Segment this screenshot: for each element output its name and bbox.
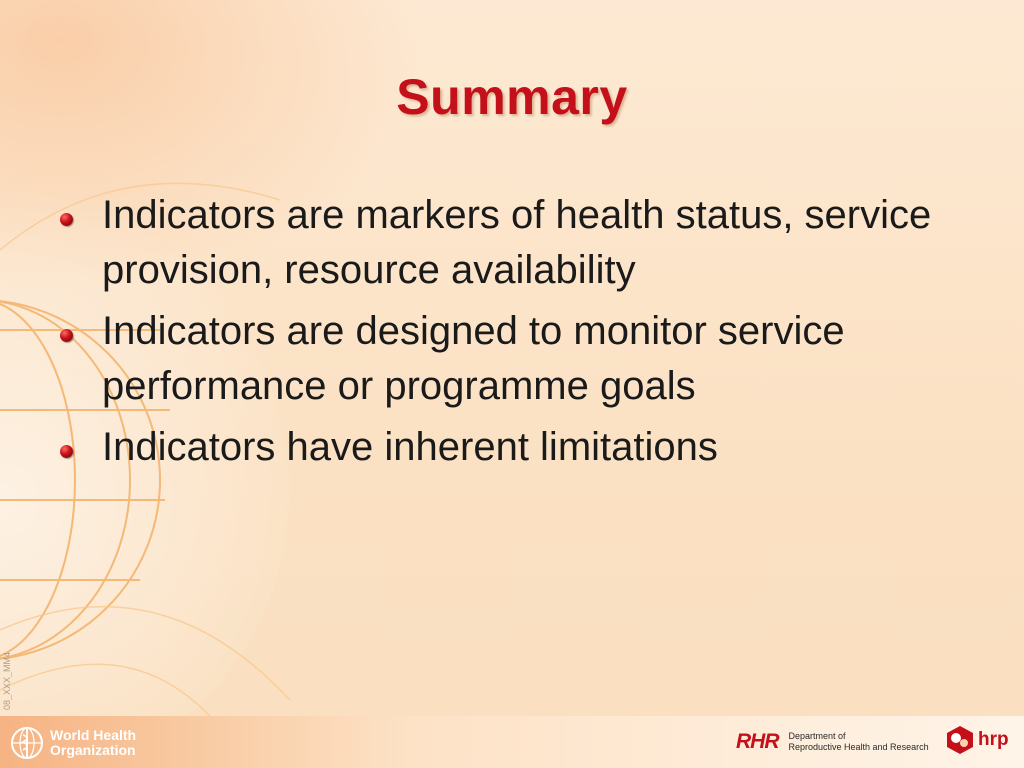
hrp-logo bbox=[944, 724, 1009, 756]
list-item bbox=[60, 304, 980, 414]
footer bbox=[0, 716, 1024, 768]
rhr-logo-mark: RHR bbox=[736, 730, 779, 753]
page-title: Summary bbox=[396, 69, 628, 125]
bullet-icon bbox=[60, 329, 73, 342]
bullet-text: Indicators have inherent limitations bbox=[102, 425, 718, 469]
hrp-logo-text: hrp bbox=[978, 729, 1009, 750]
department-line2: Reproductive Health and Research bbox=[788, 742, 929, 752]
who-logo bbox=[10, 726, 136, 760]
department-logo bbox=[736, 730, 929, 754]
department-line1: Department of bbox=[788, 731, 846, 741]
slide-code: 08_XXX_MM4 bbox=[2, 651, 12, 710]
who-emblem-icon bbox=[10, 726, 44, 760]
bullet-list bbox=[60, 188, 980, 481]
who-logo-text bbox=[50, 728, 136, 758]
list-item bbox=[60, 420, 980, 475]
who-logo-line1: World Health bbox=[50, 727, 137, 743]
bullet-icon bbox=[60, 213, 73, 226]
bullet-text: Indicators are designed to monitor service performance or programme goals bbox=[102, 309, 845, 408]
who-logo-line2: Organization bbox=[50, 742, 136, 758]
department-name bbox=[789, 731, 929, 753]
hrp-icon bbox=[944, 724, 976, 756]
bullet-text: Indicators are markers of health status, service provision, resource availability bbox=[102, 193, 932, 292]
bullet-icon bbox=[60, 445, 73, 458]
list-item bbox=[60, 188, 980, 298]
